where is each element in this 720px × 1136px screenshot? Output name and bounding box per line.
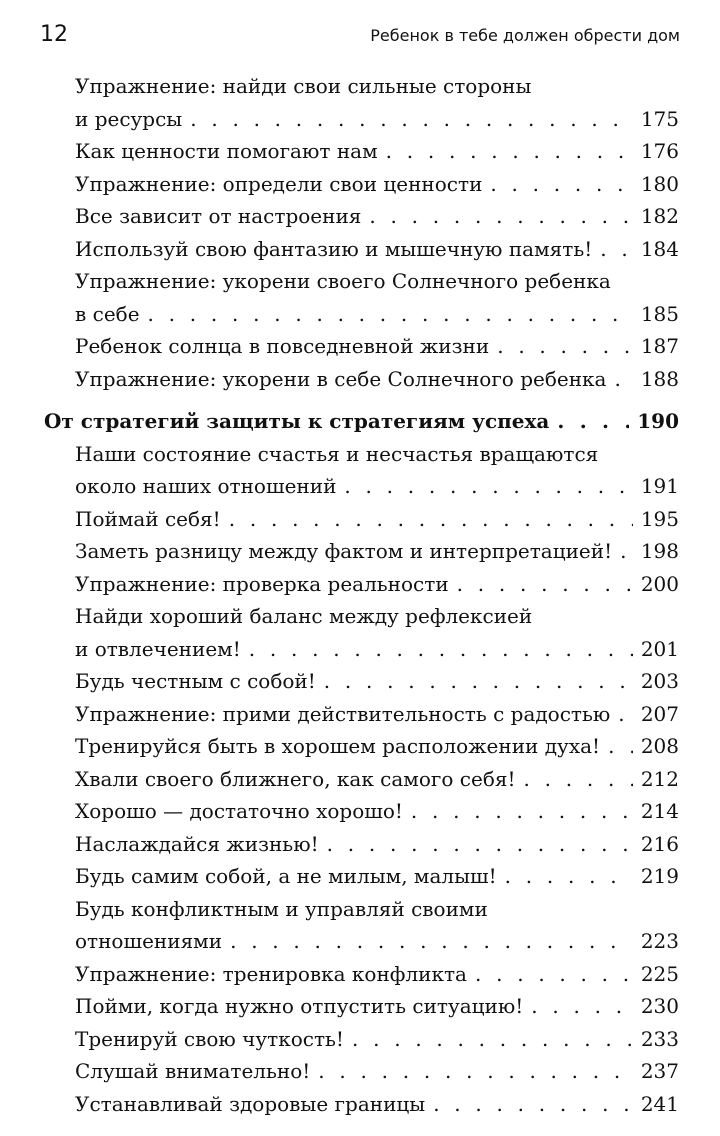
- toc-entry-title: отношениями: [75, 929, 223, 953]
- dot-leader: [531, 990, 633, 1023]
- dot-leader: [318, 1055, 633, 1088]
- toc-entry[interactable]: [75, 665, 679, 698]
- toc-entry[interactable]: [75, 828, 679, 861]
- toc-entry-line: [75, 1055, 679, 1088]
- toc-entry-title: Наслаждайся жизнью!: [75, 831, 319, 856]
- toc-entry-line: [75, 470, 679, 503]
- toc-entry-line: [75, 795, 679, 828]
- dot-leader: [497, 330, 633, 363]
- toc-entry-line: [75, 103, 679, 136]
- toc-entry-title: около наших отношений: [75, 474, 337, 498]
- dot-leader: [324, 665, 633, 698]
- toc-entry[interactable]: [75, 1023, 679, 1056]
- toc-entry[interactable]: [75, 265, 679, 330]
- toc-entry-line: [75, 698, 679, 731]
- toc-entry-page: 208: [640, 734, 679, 758]
- toc-entry[interactable]: [75, 730, 679, 763]
- dot-leader: [457, 568, 633, 601]
- toc-entry[interactable]: [75, 568, 679, 601]
- toc-entry-page: 225: [640, 961, 679, 986]
- toc-entry-line: [75, 330, 679, 363]
- dot-leader: [229, 503, 633, 536]
- toc-entry-line: [75, 298, 679, 331]
- toc-entry-line: [75, 990, 679, 1023]
- toc-entry-line: [75, 633, 679, 666]
- dot-leader: [524, 763, 633, 796]
- toc-entry-title: Упражнение: определи свои ценности: [75, 171, 483, 196]
- toc-entry[interactable]: [75, 1088, 679, 1121]
- dot-leader: [411, 795, 633, 828]
- toc-entry-title: Будь самим собой, а не милым, малыш!: [75, 864, 497, 888]
- toc-entry-page: 175: [640, 106, 679, 131]
- toc-entry-page: 198: [640, 539, 679, 563]
- toc-entry-page: 176: [640, 139, 679, 163]
- toc-entry-title: Упражнение: тренировка конфликта: [75, 961, 467, 986]
- dot-leader: [490, 168, 632, 201]
- toc-entry-line: [75, 200, 679, 233]
- toc-entry-title: Тренируй свою чуткость!: [75, 1026, 344, 1051]
- toc-entry-page: 200: [640, 571, 679, 596]
- toc-entry-title: Упражнение: укорени в себе Солнечного ребенка: [75, 366, 607, 391]
- toc-entry-page: 212: [640, 766, 679, 791]
- toc-entry-title: Ребенок солнца в повседневной жизни: [75, 334, 490, 358]
- toc-entry[interactable]: [75, 70, 679, 135]
- toc-entry-title: Хорошо — достаточно хорошо!: [75, 799, 403, 823]
- page-header: [0, 0, 720, 70]
- toc-entry-page: 187: [640, 334, 679, 358]
- toc-entry[interactable]: [75, 600, 679, 665]
- toc-entry-page: 201: [640, 636, 679, 661]
- toc-entry[interactable]: [75, 698, 679, 731]
- toc-entry[interactable]: [75, 860, 679, 893]
- dot-leader: [505, 860, 633, 893]
- toc-entry[interactable]: [75, 958, 679, 991]
- toc-entry-title: Упражнение: найди свои сильные стороны: [75, 74, 532, 98]
- toc-entry-line: [75, 665, 679, 698]
- toc-entry-title: Заметь разницу между фактом и интерпретацией!: [75, 539, 613, 563]
- toc-entry-title: Упражнение: прими действительность с радостью: [75, 701, 611, 726]
- toc-entry[interactable]: [75, 503, 679, 536]
- toc-entry-line: [75, 438, 679, 471]
- dot-leader: [600, 233, 633, 266]
- toc-entry[interactable]: [75, 135, 679, 168]
- toc-entry-title: Слушай внимательно!: [75, 1059, 311, 1083]
- toc-entry-page: 180: [640, 171, 679, 196]
- toc-entry-page: 188: [640, 366, 679, 391]
- toc-entry[interactable]: [75, 763, 679, 796]
- dot-leader: [386, 135, 633, 168]
- table-of-contents: [0, 70, 720, 1120]
- toc-entry-line: [75, 568, 679, 601]
- dot-leader: [618, 698, 633, 731]
- dot-leader: [190, 103, 633, 136]
- toc-entry-page: 214: [640, 799, 679, 823]
- toc-entry-line: [75, 828, 679, 861]
- toc-entry-title: Наши состояние счастья и несчастья вращаются: [75, 441, 599, 466]
- toc-entry-line: [75, 70, 679, 103]
- toc-entry-page: 219: [640, 864, 679, 888]
- running-title: Ребенок в тебе должен обрести дом: [370, 26, 680, 45]
- dot-leader: [608, 730, 633, 763]
- toc-entry-page: 185: [640, 301, 679, 326]
- toc-entry-title: Устанавливай здоровые границы: [75, 1091, 426, 1116]
- toc-entry-line: [75, 925, 679, 958]
- toc-entry-page: 241: [640, 1091, 679, 1116]
- toc-entry[interactable]: [75, 893, 679, 958]
- toc-entry-title: Все зависит от настроения: [75, 204, 362, 228]
- toc-entry[interactable]: [75, 438, 679, 503]
- toc-entry-title: Будь честным с собой!: [75, 669, 316, 693]
- toc-entry-page: 230: [640, 994, 679, 1018]
- toc-entry-line: [75, 600, 679, 633]
- toc-entry[interactable]: [75, 363, 679, 396]
- toc-entry-page: 207: [640, 701, 679, 726]
- dot-leader: [344, 470, 632, 503]
- toc-entry[interactable]: [75, 168, 679, 201]
- toc-entry-page: 216: [640, 831, 679, 856]
- dot-leader: [148, 298, 633, 331]
- dot-leader: [620, 535, 633, 568]
- toc-entry-line: [75, 1023, 679, 1056]
- toc-entry[interactable]: [75, 535, 679, 568]
- toc-entry-page: 191: [640, 474, 679, 498]
- toc-entry-page: 195: [640, 506, 679, 531]
- dot-leader: [230, 925, 633, 958]
- toc-entry-line: [44, 405, 679, 438]
- toc-entry-line: [75, 763, 679, 796]
- toc-entry-title: Хвали своего ближнего, как самого себя!: [75, 766, 516, 791]
- toc-entry-title: Найди хороший баланс между рефлексией: [75, 604, 533, 628]
- toc-entry-title: Упражнение: укорени своего Солнечного ребенка: [75, 269, 611, 293]
- toc-entry-line: [75, 503, 679, 536]
- toc-entry-title: Используй свою фантазию и мышечную память!: [75, 236, 593, 261]
- dot-leader: [557, 405, 629, 438]
- toc-entry[interactable]: [75, 990, 679, 1023]
- toc-entry-title: Упражнение: проверка реальности: [75, 571, 449, 596]
- toc-entry-title: Пойми, когда нужно отпустить ситуацию!: [75, 994, 524, 1018]
- dot-leader: [352, 1023, 633, 1056]
- toc-entry-title: и отвлечением!: [75, 636, 241, 661]
- toc-entry-line: [75, 1088, 679, 1121]
- toc-entry-title: Как ценности помогают нам: [75, 139, 378, 163]
- toc-entry-line: [75, 730, 679, 763]
- toc-section-entry[interactable]: [44, 405, 679, 438]
- toc-entry-title: Тренируйся быть в хорошем расположении духа!: [75, 734, 601, 758]
- toc-entry-line: [75, 265, 679, 298]
- toc-entry-page: 184: [640, 236, 679, 261]
- toc-entry[interactable]: [75, 233, 679, 266]
- toc-entry-page: 190: [637, 409, 679, 433]
- toc-entry-page: 233: [640, 1026, 679, 1051]
- dot-leader: [475, 958, 633, 991]
- page-number: 12: [40, 22, 68, 47]
- toc-entry-line: [75, 893, 679, 926]
- dot-leader: [249, 633, 633, 666]
- toc-entry[interactable]: [75, 200, 679, 233]
- dot-leader: [614, 363, 632, 396]
- toc-entry-line: [75, 860, 679, 893]
- toc-entry-title: Поймай себя!: [75, 506, 221, 531]
- toc-entry-page: 203: [640, 669, 679, 693]
- toc-entry[interactable]: [75, 330, 679, 363]
- toc-entry-line: [75, 958, 679, 991]
- toc-entry-title: От стратегий защиты к стратегиям успеха: [44, 409, 550, 433]
- toc-entry-title: и ресурсы: [75, 106, 183, 131]
- dot-leader: [327, 828, 633, 861]
- toc-entry[interactable]: [75, 795, 679, 828]
- toc-entry-line: [75, 168, 679, 201]
- toc-entry-page: 223: [640, 929, 679, 953]
- toc-entry-line: [75, 135, 679, 168]
- toc-entry-line: [75, 535, 679, 568]
- toc-entry[interactable]: [75, 1055, 679, 1088]
- toc-entry-title: Будь конфликтным и управляй своими: [75, 896, 488, 921]
- dot-leader: [369, 200, 632, 233]
- toc-entry-line: [75, 363, 679, 396]
- toc-entry-line: [75, 233, 679, 266]
- toc-entry-page: 237: [640, 1059, 679, 1083]
- dot-leader: [433, 1088, 633, 1121]
- toc-entry-page: 182: [640, 204, 679, 228]
- toc-entry-title: в себе: [75, 301, 140, 326]
